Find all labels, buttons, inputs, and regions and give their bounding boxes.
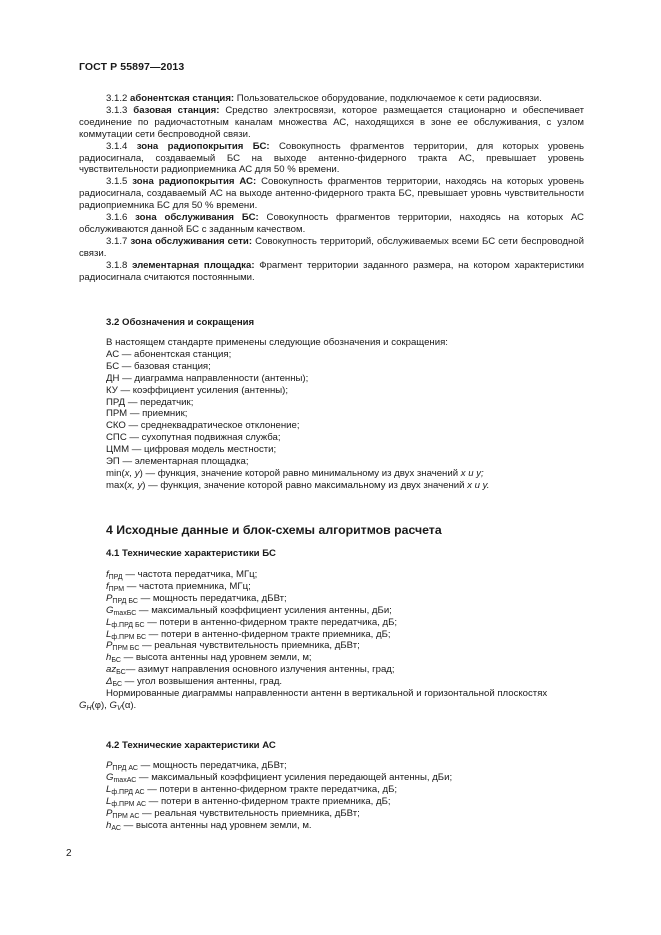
parameter-item: $h_{БС}$ — высота антенны над уровнем земли, м; — [106, 652, 312, 665]
abbreviation-item: ПРД — передатчик; — [106, 396, 194, 408]
parameter-item: $L_{ф.ПРМ БС}$ — потери в антенно-фидерном тракте приемника, дБ; — [106, 628, 391, 641]
parameter-item: $f_{ПРМ}$ — частота приемника, МГц; — [106, 580, 251, 593]
parameter-item: $\Delta_{БС}$ — угол возвышения антенны, град. — [106, 676, 283, 689]
parameter-item: $P_{ПРД АС}$ — мощность передатчика, дБВт; — [106, 760, 287, 772]
definition-3-1-2: 3.1.2 абонентская станция: Пользовательское оборудование, подключаемое к сети радиосвязи. — [106, 93, 542, 104]
page-number: 2 — [66, 848, 72, 859]
abbreviations-intro: В настоящем стандарте применены следующие обозначения и сокращения: — [106, 337, 448, 348]
section-3-2-title: 3.2 Обозначения и сокращения — [106, 317, 255, 328]
section-4-title: 4 Исходные данные и блок-схемы алгоритмов расчета — [106, 523, 442, 537]
as-characteristics-list — [79, 760, 584, 831]
definition-3-1-3: 3.1.3 базовая станция: Средство электросвязи, которое размещается стационарно и обеспечивает соединение по радиочастотным каналам множества АС, находящихся в зоне ее обслуживания, с узлом коммутации сети беспроводной связи. — [79, 104, 585, 140]
parameter-item: $L_{ф.ПРД АС}$ — потери в антенно-фидерном тракте передатчика, дБ; — [106, 783, 398, 796]
abbreviation-item: ЭП — элементарная площадка; — [106, 456, 249, 468]
parameter-item: $L_{ф.ПРД БС}$ — потери в антенно-фидерном тракте передатчика, дБ; — [106, 616, 398, 629]
definition-3-1-6: 3.1.6 зона обслуживания БС: Совокупность фрагментов территории, находясь на которых АС обслуживаются данной БС с заданным качеством. — [79, 212, 584, 235]
max-function-definition: max(x, y) — функция, значение которой равно максимальному из двух значений x и y. — [106, 479, 490, 491]
abbreviation-item: ЦММ — цифровая модель местности; — [106, 444, 277, 456]
abbreviation-item: ДН — диаграмма направленности (антенны); — [106, 372, 309, 384]
section-4-1-title: 4.1 Технические характеристики БС — [106, 548, 276, 559]
parameter-item: $f_{ПРД}$ — частота передатчика, МГц; — [106, 569, 258, 581]
document-header: ГОСТ Р 55897—2013 — [79, 61, 185, 73]
abbreviation-item: СПС — сухопутная подвижная служба; — [106, 432, 281, 444]
section-4-2-title: 4.2 Технические характеристики АС — [106, 740, 276, 751]
definition-3-1-5: 3.1.5 зона радиопокрытия АС: Совокупность фрагментов территории, находясь на которых уровень радиосигнала, создаваемый АС на выходе антенно-фидерного тракта БС, превышает уровнь чувствительности радиоприемника БС для 50 % времени. — [79, 176, 585, 212]
antenna-pattern-note: Нормированные диаграммы направленности антенн в вертикальной и горизонтальной плоскостях — [106, 688, 548, 700]
abbreviation-item: ПРМ — приемник; — [106, 408, 188, 420]
antenna-pattern-symbols: $G_H(\varphi)$, $G_V(\alpha)$. — [79, 699, 137, 712]
parameter-item: $az_{БС}—$ азимут направления основного излучения антенны, град; — [106, 664, 395, 677]
parameter-item: $P_{ПРМ АС}$ — реальная чувствительность приемника, дБВт; — [106, 807, 360, 820]
bs-characteristics-list — [79, 569, 584, 712]
abbreviation-item: КУ — коэффициент усиления (антенны); — [106, 384, 289, 396]
definitions-block — [79, 93, 584, 284]
abbreviations-block — [79, 337, 584, 492]
abbreviation-item: БС — базовая станция; — [106, 360, 211, 372]
parameter-item: $L_{ф.ПРМ АС}$ — потери в антенно-фидерном тракте приемника, дБ; — [106, 795, 391, 808]
abbreviation-item: АС — абонентская станция; — [106, 348, 232, 360]
definition-3-1-8: 3.1.8 элементарная площадка: Фрагмент территории заданного размера, на котором характеристики радиосигнала считаются постоянными. — [79, 259, 584, 283]
abbreviation-item: СКО — среднеквадратическое отклонение; — [106, 420, 300, 432]
parameter-item: $G_{maxБС}$ — максимальный коэффициент усиления антенны, дБи; — [106, 604, 392, 617]
parameter-item: $P_{ПРД БС}$ — мощность передатчика, дБВт; — [106, 592, 287, 605]
parameter-item: $G_{maxАС}$ — максимальный коэффициент усиления передающей антенны, дБи; — [106, 771, 453, 784]
parameter-item: $P_{ПРМ БС}$ — реальная чувствительность приемника, дБВт; — [106, 640, 360, 653]
definition-3-1-4: 3.1.4 зона радиопокрытия БС: Совокупность фрагментов территории, для которых уровень радиосигнала, создаваемый БС на выходе антенно-фидерного тракта АС, превышает уровень чувствительности радиоприемника АС для 50 % времени. — [79, 140, 584, 176]
min-function-definition: min(x, y) — функция, значение которой равно минимальному из двух значений x и y; — [106, 467, 484, 479]
definition-3-1-7: 3.1.7 зона обслуживания сети: Совокупность территорий, обслуживаемых всеми БС сети беспроводной связи. — [79, 235, 585, 259]
parameter-item: $h_{АС}$ — высота антенны над уровнем земли, м. — [106, 819, 312, 832]
